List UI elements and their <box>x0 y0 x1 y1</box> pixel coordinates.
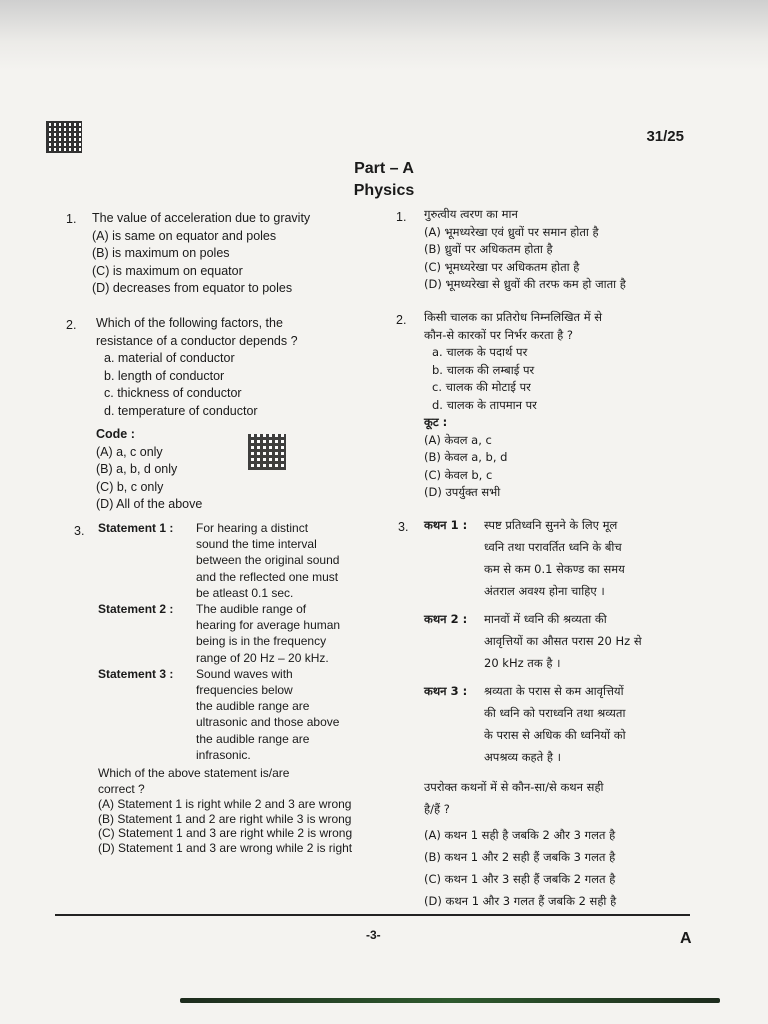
qr-code-top <box>46 121 82 153</box>
q3-english <box>98 520 368 855</box>
page-shadow <box>0 0 768 70</box>
q1-number-hi: 1. <box>396 210 407 224</box>
q3-s3-line-hi: श्रव्यता के परास से कम आवृत्तियों <box>484 684 624 698</box>
q2-question-line1-en: Which of the following factors, the <box>96 316 283 330</box>
q3-s1-text-en <box>196 520 368 601</box>
q1-number-en: 1. <box>66 212 77 226</box>
q3-s1-line: sound the time interval <box>196 537 317 552</box>
q3-option-d-en: (D) Statement 1 and 3 are wrong while 2 is right <box>98 840 353 855</box>
q3-s2-line-hi: 20 kHz तक है । <box>484 656 561 670</box>
q2-option-b-en: (B) a, b, d only <box>96 462 178 476</box>
q3-s1-label-hi: कथन 1 : <box>424 518 468 532</box>
series-letter: A <box>680 930 692 947</box>
q1-question-hi: गुरुत्वीय त्वरण का मान <box>424 207 518 221</box>
q1-option-d-hi: (D) भूमध्यरेखा से ध्रुवों की तरफ कम हो जाता है <box>424 277 626 291</box>
q3-option-d-hi: (D) कथन 1 और 3 गलत हैं जबकि 2 सही है <box>424 894 617 908</box>
q3-s1-line: For hearing a distinct <box>196 521 309 535</box>
q1-hindi <box>424 206 704 294</box>
q3-s1-text-hi <box>484 514 704 602</box>
q3-s1-line-hi: अंतराल अवश्य होना चाहिए । <box>484 584 605 598</box>
q3-s3-line: frequencies below <box>196 683 293 698</box>
q2-question-line2-hi: कौन-से कारकों पर निर्भर करता है ? <box>424 327 574 342</box>
q2-item-c-en: c. thickness of conductor <box>104 386 242 400</box>
q3-s1-line-hi: स्पष्ट प्रतिध्वनि सुनने के लिए मूल <box>484 518 618 532</box>
q3-option-b-en: (B) Statement 1 and 2 are right while 3 is wrong <box>98 811 352 826</box>
q3-s3-line-hi: अपश्रव्य कहते है । <box>484 750 561 764</box>
q3-hindi <box>424 514 704 912</box>
q3-s2-line: range of 20 Hz – 20 kHz. <box>196 650 329 665</box>
q3-statement3-hi <box>424 680 704 768</box>
q3-s3-line: the audible range are <box>196 731 310 746</box>
q3-statement1-hi <box>424 514 704 602</box>
q3-s2-label-en: Statement 2 : <box>98 602 174 617</box>
q3-s3-text-hi <box>484 680 704 768</box>
q2-option-c-en: (C) b, c only <box>96 479 164 494</box>
q3-question-line2-hi: है/हैं ? <box>424 802 450 816</box>
q2-item-d-hi: d. चालक के तापमान पर <box>432 397 537 412</box>
q2-item-d-en: d. temperature of conductor <box>104 403 258 418</box>
q1-option-b-hi: (B) ध्रुवों पर अधिकतम होता है <box>424 242 553 256</box>
qr-code-small <box>248 434 286 470</box>
q1-option-c-hi: (C) भूमध्यरेखा पर अधिकतम होता है <box>424 259 580 274</box>
q3-s1-line: and the reflected one must <box>196 569 339 584</box>
q3-option-a-en: (A) Statement 1 is right while 2 and 3 are wrong <box>98 797 352 812</box>
q3-number-hi: 3. <box>398 520 409 534</box>
q3-s3-line: infrasonic. <box>196 747 251 762</box>
q3-s2-line: being is in the frequency <box>196 634 327 649</box>
q3-s1-line: be atleast 0.1 sec. <box>196 585 294 600</box>
q1-english <box>92 210 362 298</box>
q3-question-line2-en: correct ? <box>98 782 145 797</box>
q3-s3-line: the audible range are <box>196 699 310 714</box>
q3-s2-line: hearing for average human <box>196 618 341 633</box>
q3-option-c-hi: (C) कथन 1 और 3 सही हैं जबकि 2 गलत है <box>424 872 616 886</box>
q3-s1-line-hi: कम से कम 0.1 सेकण्ड का समय <box>484 562 625 576</box>
q2-code-label-en: Code : <box>96 427 135 441</box>
page-edge <box>180 998 720 1003</box>
q2-number-en: 2. <box>66 318 77 332</box>
page-number: -3- <box>366 928 381 942</box>
q3-s3-label-hi: कथन 3 : <box>424 684 468 698</box>
q3-number-en: 3. <box>74 524 85 538</box>
q2-item-b-hi: b. चालक की लम्बाई पर <box>432 362 535 377</box>
q3-statement1-en <box>98 520 368 601</box>
q2-option-a-hi: (A) केवल a, c <box>424 432 492 447</box>
q3-s2-text-hi <box>484 608 704 674</box>
q2-item-a-hi: a. चालक के पदार्थ पर <box>432 345 528 359</box>
q1-option-d-en: (D) decreases from equator to poles <box>92 281 293 295</box>
q3-statement3-en <box>98 666 368 763</box>
q1-option-a-hi: (A) भूमध्यरेखा एवं ध्रुवों पर समान होता है <box>424 224 599 239</box>
q3-s3-line: Sound waves with <box>196 666 293 681</box>
q1-question-en: The value of acceleration due to gravity <box>92 211 311 225</box>
q3-s3-label-en: Statement 3 : <box>98 666 174 681</box>
q3-option-a-hi: (A) कथन 1 सही है जबकि 2 और 3 गलत है <box>424 828 616 842</box>
q3-statement2-en <box>98 601 368 666</box>
q1-option-c-en: (C) is maximum on equator <box>92 263 243 278</box>
q3-question-line1-en: Which of the above statement is/are <box>98 766 290 781</box>
part-heading: Part – A <box>354 160 414 177</box>
q2-number-hi: 2. <box>396 313 407 327</box>
q2-english <box>96 315 356 514</box>
q2-item-a-en: a. material of conductor <box>104 351 235 365</box>
q3-s2-line: The audible range of <box>196 602 307 617</box>
q3-s1-label-en: Statement 1 : <box>98 521 174 535</box>
q3-s2-line-hi: आवृत्तियों का औसत परास 20 Hz से <box>484 634 642 648</box>
q2-items-hi <box>424 344 704 414</box>
q1-option-b-en: (B) is maximum on poles <box>92 246 230 260</box>
q2-item-b-en: b. length of conductor <box>104 368 225 383</box>
q3-s2-text-en <box>196 601 368 666</box>
q3-option-b-hi: (B) कथन 1 और 2 सही हैं जबकि 3 गलत है <box>424 850 616 864</box>
q3-s2-label-hi: कथन 2 : <box>424 612 468 626</box>
q2-option-c-hi: (C) केवल b, c <box>424 467 493 482</box>
q2-option-b-hi: (B) केवल a, b, d <box>424 450 508 464</box>
q1-option-a-en: (A) is same on equator and poles <box>92 228 277 243</box>
q2-question-line2-en: resistance of a conductor depends ? <box>96 333 298 348</box>
q3-option-c-en: (C) Statement 1 and 3 are right while 2 is wrong <box>98 826 353 841</box>
q3-statement2-hi <box>424 608 704 674</box>
q3-s3-line: ultrasonic and those above <box>196 715 340 730</box>
footer-divider <box>55 914 690 916</box>
q3-s3-line-hi: के परास से अधिक की ध्वनियों को <box>484 728 626 742</box>
q3-s2-line-hi: मानवों में ध्वनि की श्रव्यता की <box>484 612 607 626</box>
q3-s1-line: between the original sound <box>196 553 340 568</box>
q2-option-a-en: (A) a, c only <box>96 444 163 459</box>
q2-option-d-hi: (D) उपर्युक्त सभी <box>424 485 501 499</box>
q2-question-line1-hi: किसी चालक का प्रतिरोध निम्नलिखित में से <box>424 310 603 324</box>
q3-s3-line-hi: की ध्वनि को पराध्वनि तथा श्रव्यता <box>484 706 626 720</box>
q2-hindi <box>424 309 704 502</box>
subject-heading: Physics <box>353 182 415 199</box>
page-code: 31/25 <box>646 128 684 145</box>
q3-question-line1-hi: उपरोक्त कथनों में से कौन-सा/से कथन सही <box>424 780 604 794</box>
q2-item-c-hi: c. चालक की मोटाई पर <box>432 380 531 394</box>
q2-option-d-en: (D) All of the above <box>96 497 203 511</box>
q3-s1-line-hi: ध्वनि तथा परावर्तित ध्वनि के बीच <box>484 540 622 554</box>
q3-s3-text-en <box>196 666 368 763</box>
q2-items-en <box>96 350 356 420</box>
q2-code-label-hi: कूट : <box>424 415 448 429</box>
